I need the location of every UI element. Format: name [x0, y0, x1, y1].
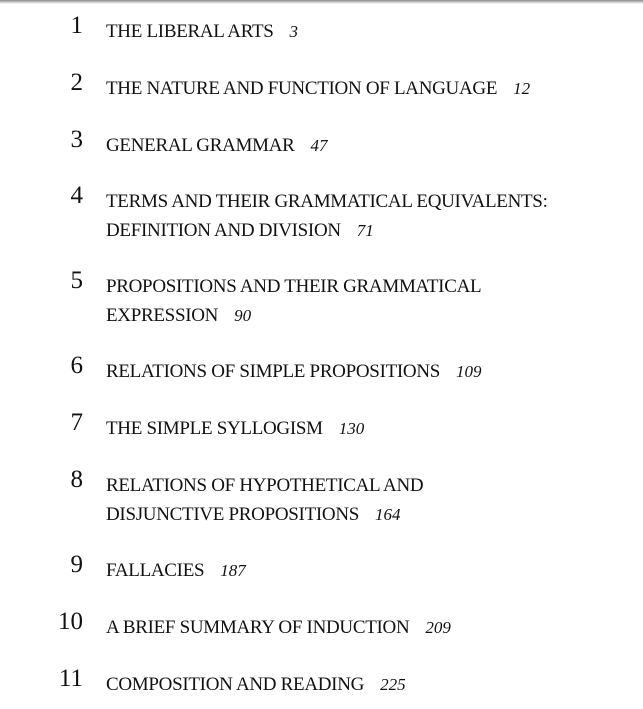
page-number: 90	[234, 306, 252, 325]
page-number: 164	[375, 505, 401, 524]
chapter-title-text: FALLACIES	[106, 560, 205, 581]
page-number: 3	[289, 22, 299, 41]
chapter-title-line	[106, 131, 606, 160]
chapter-title-line	[106, 17, 606, 46]
chapter-title-text: THE SIMPLE SYLLOGISM	[106, 418, 323, 439]
chapter-number: 6	[70, 352, 83, 379]
chapter-title	[106, 670, 606, 699]
chapter-title-text: COMPOSITION AND READING	[106, 674, 365, 695]
chapter-number: 1	[70, 12, 83, 39]
chapter-title	[106, 272, 606, 330]
chapter-title	[106, 471, 606, 529]
chapter-title-line	[106, 556, 606, 585]
chapter-title-text: DEFINITION AND DIVISION	[106, 220, 341, 241]
chapter-title	[106, 357, 606, 386]
chapter-title-text: THE NATURE AND FUNCTION OF LANGUAGE	[106, 78, 498, 99]
chapter-title	[106, 613, 606, 642]
chapter-title-line	[106, 500, 606, 529]
chapter-number: 3	[70, 126, 83, 153]
chapter-title-text: GENERAL GRAMMAR	[106, 135, 295, 156]
chapter-title	[106, 556, 606, 585]
page-top-shadow	[0, 0, 643, 4]
page-number: 209	[425, 618, 451, 637]
page-number: 109	[456, 362, 482, 381]
chapter-title-text: EXPRESSION	[106, 305, 219, 326]
chapter-number: 11	[58, 665, 83, 692]
chapter-title-text: DISJUNCTIVE PROPOSITIONS	[106, 504, 360, 525]
chapter-title-line	[106, 414, 606, 443]
chapter-title	[106, 131, 606, 160]
chapter-title-line: RELATIONS OF HYPOTHETICAL AND	[106, 475, 424, 496]
chapter-number: 4	[70, 182, 83, 209]
page-number: 130	[338, 419, 365, 438]
chapter-number: 5	[70, 267, 83, 294]
chapter-title-line	[106, 357, 606, 386]
chapter-number: 8	[70, 466, 83, 493]
page-number: 225	[380, 675, 406, 694]
chapter-title-line	[106, 74, 606, 103]
chapter-title-line	[106, 216, 606, 245]
page-number: 187	[220, 561, 246, 580]
page-number: 47	[310, 136, 328, 155]
chapter-title	[106, 187, 606, 245]
chapter-title-text: THE LIBERAL ARTS	[106, 21, 274, 42]
chapter-number: 7	[70, 409, 83, 436]
chapter-number: 9	[70, 551, 83, 578]
chapter-title-text: A BRIEF SUMMARY OF INDUCTION	[106, 617, 410, 638]
chapter-number: 10	[58, 608, 83, 635]
chapter-title-line	[106, 613, 606, 642]
chapter-title-line: TERMS AND THEIR GRAMMATICAL EQUIVALENTS:	[106, 191, 548, 212]
page-number: 12	[513, 79, 531, 98]
chapter-title-text: RELATIONS OF SIMPLE PROPOSITIONS	[106, 361, 441, 382]
chapter-title-line: PROPOSITIONS AND THEIR GRAMMATICAL	[106, 276, 482, 297]
chapter-title-line	[106, 301, 606, 330]
chapter-title	[106, 414, 606, 443]
chapter-number: 2	[70, 69, 83, 96]
chapter-title	[106, 17, 606, 46]
page-number: 71	[356, 221, 374, 240]
chapter-title	[106, 74, 606, 103]
chapter-title-line	[106, 670, 606, 699]
